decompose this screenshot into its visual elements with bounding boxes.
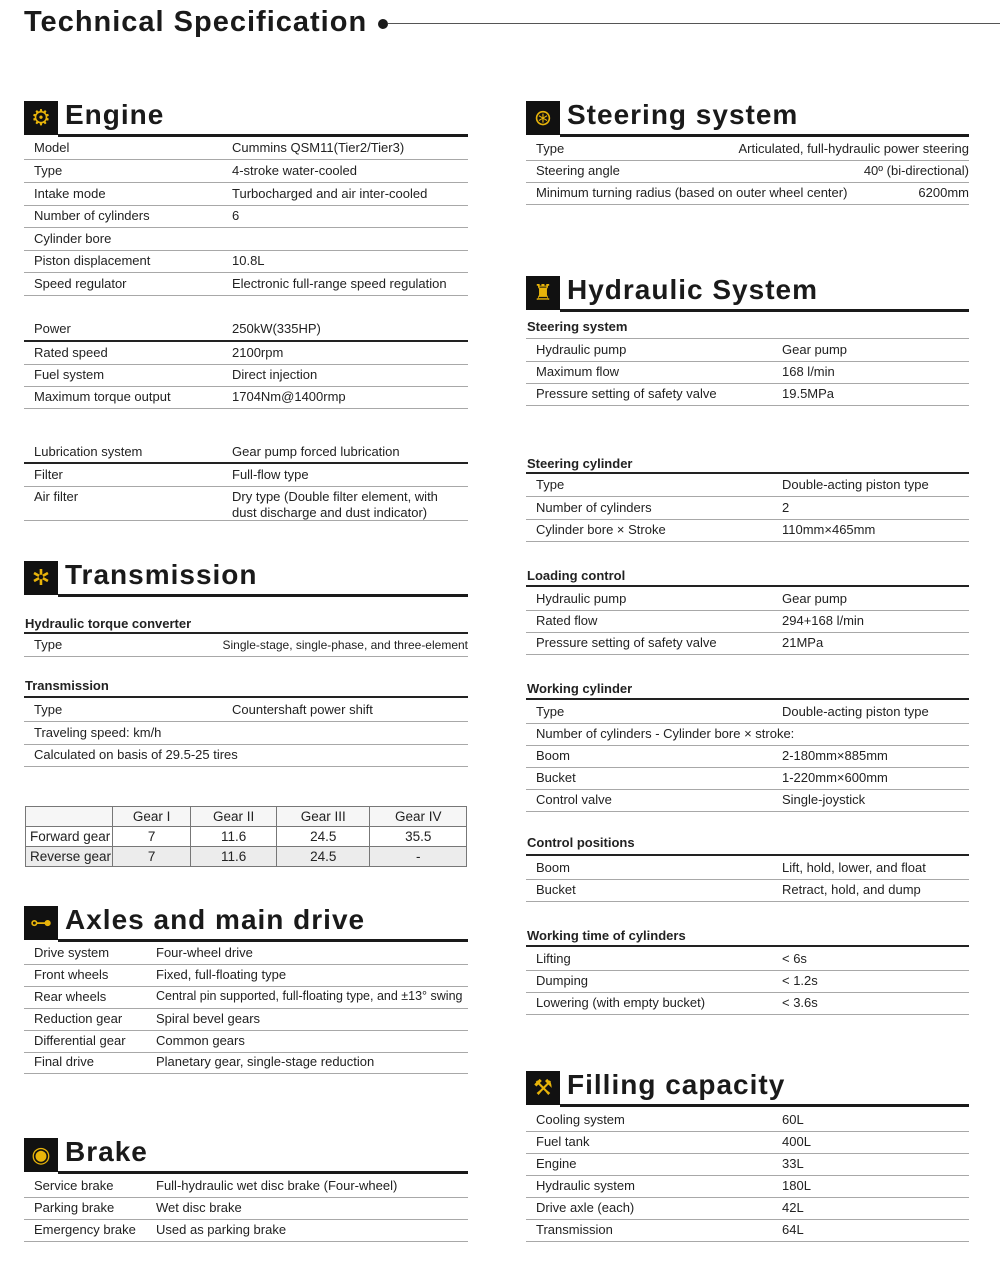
table-cell: Reverse gear <box>26 847 113 867</box>
table-cell: - <box>370 847 467 867</box>
row-label: Type <box>536 704 565 719</box>
row-value: 21MPa <box>782 635 824 650</box>
row-value: 6200mm <box>918 185 969 200</box>
row-label: Minimum turning radius (based on outer wheel center) <box>536 185 848 200</box>
table-row <box>26 847 467 867</box>
loader-arm-icon: ⚒ <box>526 1071 560 1105</box>
subsection-title: Control positions <box>527 835 635 850</box>
row-value: 64L <box>782 1222 804 1237</box>
row-label: Bucket <box>536 770 576 785</box>
row-label: Pressure setting of safety valve <box>536 386 717 401</box>
row-value: 110mm×465mm <box>782 522 876 537</box>
row-value: Single-stage, single-phase, and three-element <box>222 638 468 652</box>
row-label: Engine <box>536 1156 577 1171</box>
table-row <box>526 789 969 812</box>
row-label: Control valve <box>536 792 612 807</box>
title-bullet <box>378 19 388 29</box>
row-value: 19.5MPa <box>782 386 835 401</box>
row-label: Type <box>34 702 63 717</box>
table-row <box>24 699 468 722</box>
row-label: Power <box>34 321 71 336</box>
row-value: 10.8L <box>232 253 265 268</box>
table-row <box>526 857 969 880</box>
table-header: Gear II <box>191 807 277 827</box>
section-title: Steering system <box>567 99 799 130</box>
engine-section-header <box>24 101 468 137</box>
table-row <box>526 497 969 520</box>
row-value: 60L <box>782 1112 804 1127</box>
table-cell: 24.5 <box>277 827 370 847</box>
row-value: < 3.6s <box>782 995 818 1010</box>
row-label: Lowering (with empty bucket) <box>536 995 706 1010</box>
row-label: Type <box>536 141 565 156</box>
row-label: Lifting <box>536 951 571 966</box>
row-value: 40º (bi-directional) <box>863 163 969 178</box>
axles-section-header <box>24 906 468 942</box>
table-row <box>526 879 969 902</box>
table-row <box>526 588 969 611</box>
row-label: Speed regulator <box>34 276 127 291</box>
subsection-rule <box>526 854 969 856</box>
hydraulic-section-header <box>526 276 969 312</box>
row-value: Fixed, full-floating type <box>156 967 287 982</box>
subsection-title: Hydraulic torque converter <box>25 616 192 631</box>
table-row <box>24 137 468 160</box>
table-row <box>526 138 969 161</box>
table-row <box>24 250 468 273</box>
hydraulic-icon: ♜ <box>526 276 560 310</box>
row-value: 180L <box>782 1178 811 1193</box>
row-label: Calculated on basis of 29.5-25 tires <box>34 747 238 762</box>
title-rule <box>388 23 1000 24</box>
table-row <box>24 1008 468 1031</box>
row-label: Cylinder bore × Stroke <box>536 522 666 537</box>
row-value: Countershaft power shift <box>232 702 373 717</box>
brake-section-header <box>24 1138 468 1174</box>
table-header: Gear IV <box>370 807 467 827</box>
row-label: Rated flow <box>536 613 598 628</box>
row-label: Boom <box>536 860 570 875</box>
row-label: Model <box>34 140 70 155</box>
row-value: Cummins QSM11(Tier2/Tier3) <box>232 140 405 155</box>
row-label: Steering angle <box>536 163 620 178</box>
filling-section-header <box>526 1071 969 1107</box>
table-row <box>526 610 969 633</box>
table-header-row <box>26 807 467 827</box>
row-value: 400L <box>782 1134 811 1149</box>
row-label: Rear wheels <box>34 989 107 1004</box>
table-row <box>24 744 468 767</box>
table-row <box>526 1153 969 1176</box>
brake-icon: ◉ <box>24 1138 58 1172</box>
table-header: Gear I <box>113 807 191 827</box>
row-label: Cylinder bore <box>34 231 112 246</box>
row-value: Double-acting piston type <box>782 477 929 492</box>
row-value: Direct injection <box>232 367 318 382</box>
table-row <box>526 948 969 971</box>
row-value: Four-wheel drive <box>156 945 253 960</box>
row-label: Filter <box>34 467 63 482</box>
transmission-section-header <box>24 561 468 597</box>
row-label: Cooling system <box>536 1112 625 1127</box>
row-value: Planetary gear, single-stage reduction <box>156 1054 375 1069</box>
row-label: Type <box>34 637 63 652</box>
row-label: Maximum torque output <box>34 389 171 404</box>
table-row <box>24 942 468 965</box>
subsection-rule <box>24 696 468 698</box>
row-label: Reduction gear <box>34 1011 123 1026</box>
table-row <box>526 767 969 790</box>
row-value: Common gears <box>156 1033 245 1048</box>
row-label: Type <box>536 477 565 492</box>
table-row <box>526 745 969 768</box>
row-label: Front wheels <box>34 967 109 982</box>
table-row <box>526 1219 969 1242</box>
row-label: Service brake <box>34 1178 114 1193</box>
subsection-rule <box>526 945 969 947</box>
row-value: Dry type (Double filter element, with dust discharge and dust indicator) <box>232 489 438 520</box>
row-label: Hydraulic pump <box>536 342 627 357</box>
table-cell: 11.6 <box>191 847 277 867</box>
row-value: 2-180mm×885mm <box>782 748 888 763</box>
table-row <box>24 964 468 987</box>
row-value: Gear pump <box>782 591 848 606</box>
row-label: Lubrication system <box>34 444 143 459</box>
row-value: Used as parking brake <box>156 1222 287 1237</box>
row-value: 2 <box>782 500 790 515</box>
table-row <box>26 827 467 847</box>
section-rule <box>560 1104 969 1107</box>
table-header <box>26 807 113 827</box>
table-row <box>526 1197 969 1220</box>
table-row <box>24 1030 468 1053</box>
table-cell: 7 <box>113 847 191 867</box>
row-value: Double-acting piston type <box>782 704 929 719</box>
subsection-title: Loading control <box>527 568 626 583</box>
table-row <box>24 318 468 341</box>
row-value: Single-joystick <box>782 792 866 807</box>
row-value: Electronic full-range speed regulation <box>232 276 447 291</box>
row-value: 6 <box>232 208 240 223</box>
section-title: Axles and main drive <box>65 904 366 935</box>
row-label: Final drive <box>34 1054 94 1069</box>
table-row <box>24 386 468 409</box>
gear-speed-table <box>25 806 467 867</box>
steering-section-header <box>526 101 969 137</box>
section-title: Transmission <box>65 559 258 590</box>
axle-icon: ⊶ <box>24 906 58 940</box>
section-rule <box>560 134 969 137</box>
table-row <box>24 273 468 296</box>
row-label: Drive system <box>34 945 110 960</box>
row-value: < 6s <box>782 951 807 966</box>
row-value: Central pin supported, full-floating type, and ±13° swing <box>156 989 463 1003</box>
table-row <box>526 723 969 746</box>
section-title: Brake <box>65 1136 148 1167</box>
table-row <box>24 1197 468 1220</box>
row-label: Parking brake <box>34 1200 115 1215</box>
table-row <box>24 160 468 183</box>
row-value: 1-220mm×600mm <box>782 770 888 785</box>
row-value: Spiral bevel gears <box>156 1011 261 1026</box>
row-value: Retract, hold, and dump <box>782 882 921 897</box>
subsection-title: Working cylinder <box>527 681 633 696</box>
row-label: Pressure setting of safety valve <box>536 635 717 650</box>
table-row <box>24 634 468 657</box>
row-label: Boom <box>536 748 570 763</box>
table-row <box>24 486 468 521</box>
row-label: Type <box>34 163 63 178</box>
table-row <box>24 1051 468 1074</box>
subsection-title: Steering system <box>527 319 628 334</box>
table-row <box>24 1219 468 1242</box>
table-row <box>526 361 969 384</box>
table-row <box>24 986 468 1009</box>
engine-icon: ⚙ <box>24 101 58 135</box>
table-row <box>24 722 468 745</box>
table-cell: 11.6 <box>191 827 277 847</box>
table-row <box>24 228 468 251</box>
table-cell: 35.5 <box>370 827 467 847</box>
row-value: Gear pump forced lubrication <box>232 444 400 459</box>
table-row <box>526 701 969 724</box>
row-label: Fuel system <box>34 367 105 382</box>
row-value: Full-flow type <box>232 467 309 482</box>
table-cell: 7 <box>113 827 191 847</box>
row-label: Bucket <box>536 882 576 897</box>
table-row <box>24 462 468 487</box>
row-value: Gear pump <box>782 342 848 357</box>
row-label: Rated speed <box>34 345 108 360</box>
section-rule <box>560 309 969 312</box>
row-label: Drive axle (each) <box>536 1200 635 1215</box>
table-row <box>526 1109 969 1132</box>
gear-icon: ✲ <box>24 561 58 595</box>
row-value: Turbocharged and air inter-cooled <box>232 186 428 201</box>
table-row <box>526 992 969 1015</box>
table-row <box>24 183 468 206</box>
section-rule <box>58 1171 468 1174</box>
row-value: Wet disc brake <box>156 1200 242 1215</box>
row-label: Hydraulic pump <box>536 591 627 606</box>
row-value: 33L <box>782 1156 804 1171</box>
row-value: 42L <box>782 1200 804 1215</box>
table-row <box>24 1175 468 1198</box>
subsection-title: Working time of cylinders <box>527 928 686 943</box>
row-value: 250kW(335HP) <box>232 321 321 336</box>
row-value: 168 l/min <box>782 364 835 379</box>
row-label: Traveling speed: km/h <box>34 725 162 740</box>
table-row <box>526 1175 969 1198</box>
row-value: Lift, hold, lower, and float <box>782 860 926 875</box>
table-row <box>24 441 468 464</box>
row-value: Articulated, full-hydraulic power steering <box>738 141 969 156</box>
section-title: Hydraulic System <box>567 274 818 305</box>
row-label: Dumping <box>536 973 589 988</box>
row-value: Full-hydraulic wet disc brake (Four-wheel) <box>156 1178 398 1193</box>
section-title: Filling capacity <box>567 1069 786 1100</box>
row-label: Fuel tank <box>536 1134 590 1149</box>
table-row <box>526 182 969 205</box>
table-row <box>526 338 969 362</box>
row-label: Piston displacement <box>34 253 151 268</box>
row-label: Differential gear <box>34 1033 126 1048</box>
subsection-rule <box>526 698 969 700</box>
subsection-rule <box>526 585 969 587</box>
row-label: Number of cylinders <box>536 500 652 515</box>
row-value: 1704Nm@1400rmp <box>232 389 346 404</box>
row-label: Hydraulic system <box>536 1178 635 1193</box>
row-label: Air filter <box>34 489 79 504</box>
table-row <box>24 364 468 387</box>
row-label: Transmission <box>536 1222 613 1237</box>
subsection-title: Transmission <box>25 678 109 693</box>
row-value: 294+168 l/min <box>782 613 865 628</box>
subsection-title: Steering cylinder <box>527 456 633 471</box>
table-cell: Forward gear <box>26 827 113 847</box>
table-row <box>526 970 969 993</box>
section-rule <box>58 594 468 597</box>
row-value: < 1.2s <box>782 973 818 988</box>
row-label: Number of cylinders <box>34 208 150 223</box>
table-row <box>526 519 969 542</box>
table-row <box>526 160 969 183</box>
table-cell: 24.5 <box>277 847 370 867</box>
row-value: 2100rpm <box>232 345 284 360</box>
table-row <box>24 340 468 365</box>
page-title: Technical Specification <box>24 6 368 38</box>
table-row <box>526 632 969 655</box>
section-title: Engine <box>65 99 165 130</box>
row-label: Intake mode <box>34 186 106 201</box>
table-row <box>24 205 468 228</box>
table-row <box>526 474 969 497</box>
row-label: Emergency brake <box>34 1222 136 1237</box>
row-label: Number of cylinders - Cylinder bore × stroke: <box>536 726 795 741</box>
steering-wheel-icon: ⊛ <box>526 101 560 135</box>
table-header: Gear III <box>277 807 370 827</box>
table-row <box>526 383 969 406</box>
row-value: 4-stroke water-cooled <box>232 163 357 178</box>
row-label: Maximum flow <box>536 364 620 379</box>
table-row <box>526 1131 969 1154</box>
